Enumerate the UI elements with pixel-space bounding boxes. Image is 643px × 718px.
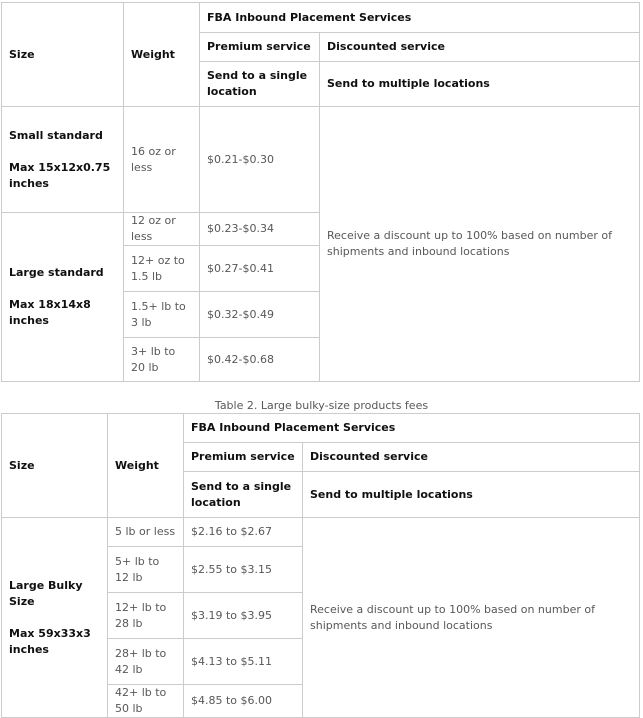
large-standard-size-cell [2,213,124,382]
placement-services-header: FBA Inbound Placement Services [184,414,640,443]
weight-cell: 16 oz or less [124,107,200,213]
premium-service-header: Premium service [200,33,320,62]
table-row [2,3,640,33]
size-dimensions: Max 59x33x3 inches [9,626,91,656]
table-row [2,107,640,213]
placement-services-header: FBA Inbound Placement Services [200,3,640,33]
weight-header: Weight [124,3,200,107]
weight-cell: 12+ oz to 1.5 lb [124,246,200,292]
small-standard-size-cell [2,107,124,213]
discounted-service-header: Discounted service [320,33,640,62]
standard-size-fees-table [1,2,640,382]
size-header: Size [2,3,124,107]
weight-cell: 12+ lb to 28 lb [108,593,184,639]
large-bulky-size-cell [2,518,108,718]
table-2-caption: Table 2. Large bulky-size products fees [214,399,429,412]
fee-cell: $2.55 to $3.15 [184,547,303,593]
discounted-service-subheader: Send to multiple locations [320,62,640,107]
discount-note-cell: Receive a discount up to 100% based on number of shipments and inbound locations [320,107,640,382]
fee-cell: $4.85 to $6.00 [184,685,303,718]
discounted-service-subheader: Send to multiple locations [303,472,640,518]
premium-service-subheader: Send to a single location [184,472,303,518]
size-dimensions: Max 15x12x0.75 inches [9,160,111,190]
weight-cell: 12 oz or less [124,213,200,246]
weight-cell: 42+ lb to 50 lb [108,685,184,718]
premium-service-header: Premium service [184,443,303,472]
table-row [2,518,640,547]
fee-cell: $0.32-$0.49 [200,292,320,338]
size-name: Large Bulky Size [9,578,83,608]
discounted-service-header: Discounted service [303,443,640,472]
size-name: Small standard [9,128,103,142]
weight-cell: 5 lb or less [108,518,184,547]
fee-cell: $4.13 to $5.11 [184,639,303,685]
premium-service-subheader: Send to a single location [200,62,320,107]
size-name: Large standard [9,266,104,279]
weight-cell: 28+ lb to 42 lb [108,639,184,685]
large-bulky-fees-table [1,413,640,718]
fee-cell: $3.19 to $3.95 [184,593,303,639]
size-header: Size [2,414,108,518]
fee-cell: $0.27-$0.41 [200,246,320,292]
weight-cell: 5+ lb to 12 lb [108,547,184,593]
fee-cell: $0.23-$0.34 [200,213,320,246]
weight-cell: 3+ lb to 20 lb [124,338,200,382]
size-dimensions: Max 18x14x8 inches [9,298,91,327]
fee-cell: $2.16 to $2.67 [184,518,303,547]
fee-cell: $0.42-$0.68 [200,338,320,382]
fee-cell: $0.21-$0.30 [200,107,320,213]
discount-note-cell: Receive a discount up to 100% based on number of shipments and inbound locations [303,518,640,718]
weight-cell: 1.5+ lb to 3 lb [124,292,200,338]
table-row [2,414,640,443]
weight-header: Weight [108,414,184,518]
